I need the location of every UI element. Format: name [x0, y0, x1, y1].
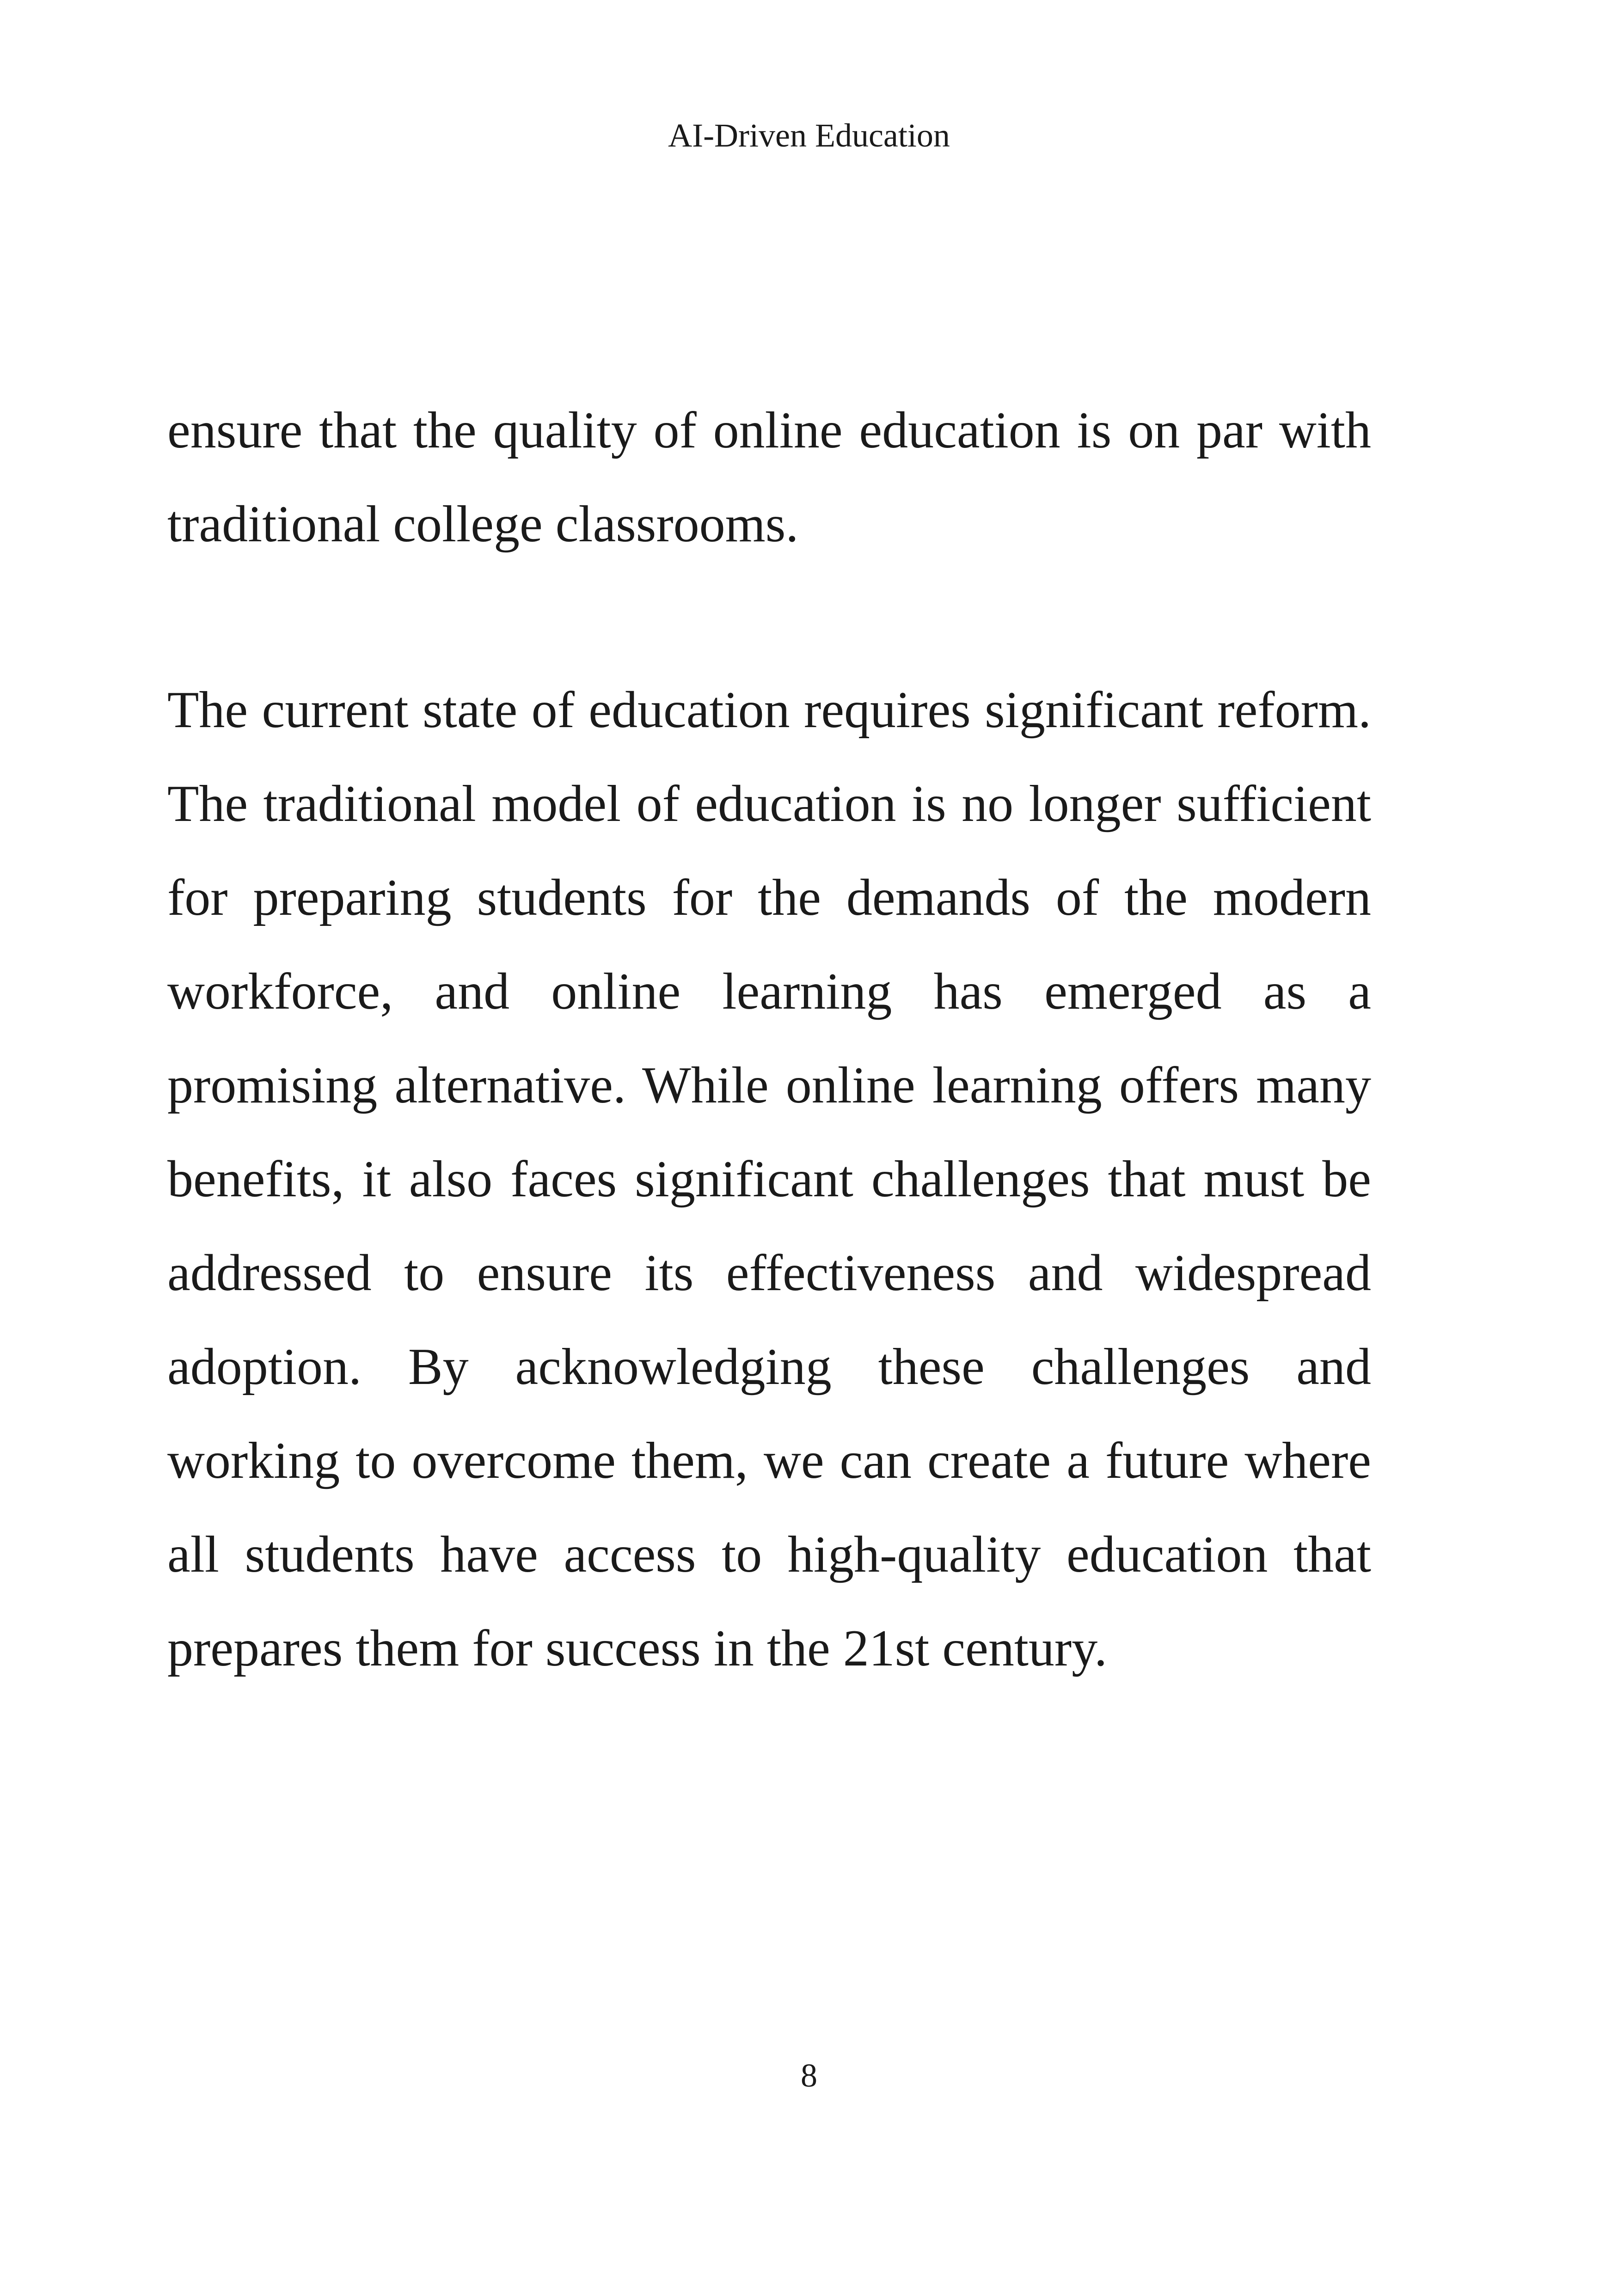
paragraph-2: The current state of education requires significant reform. The traditional model of education is no longer sufficient for preparing students for the demands of the modern workforce, and online learning has emerged as a promising alternative. While online learning offers many benefits, it also faces significant challenges that must be addressed to ensure its effectiveness and widespread adoption. By acknowledging these challenges and working to overcome them, we can create a future where all students have access to high-quality education that prepares them for success in the 21st century.: [167, 681, 1371, 1677]
page-number: 8: [801, 2057, 817, 2094]
running-title: AI-Driven Education: [668, 117, 950, 154]
paragraph-1: ensure that the quality of online education is on par with traditional college classrooms.: [167, 402, 1371, 553]
